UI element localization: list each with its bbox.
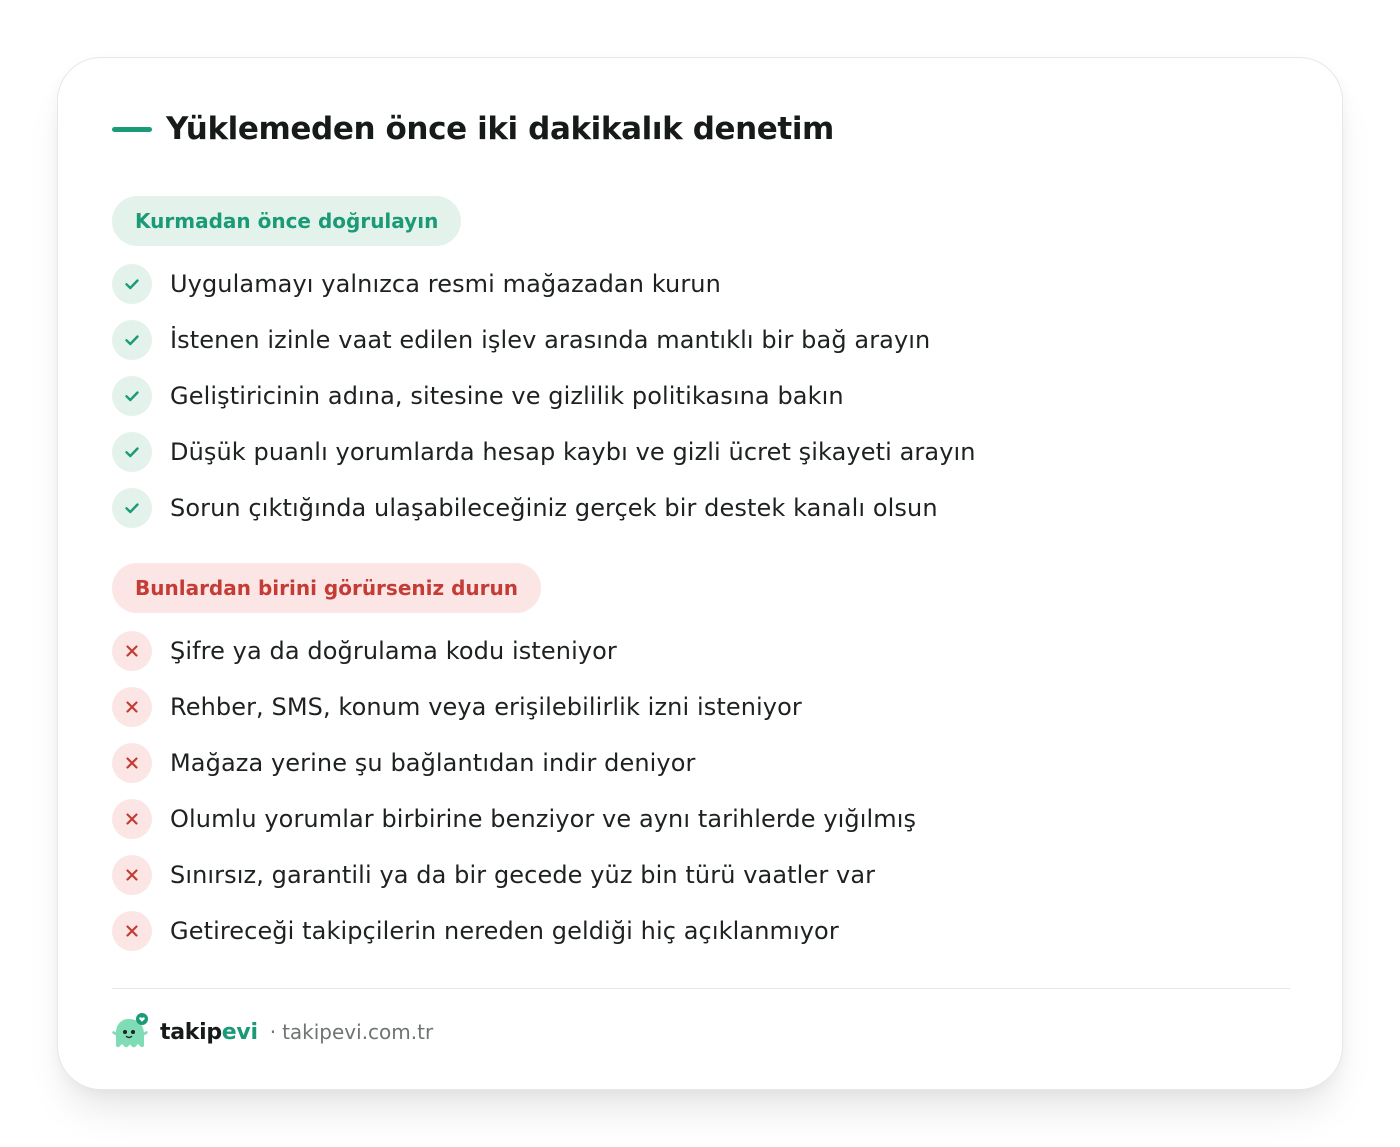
x-icon	[112, 911, 152, 951]
list-item-text: Sınırsız, garantili ya da bir gecede yüz bin türü vaatler var	[170, 861, 876, 889]
check-icon	[112, 488, 152, 528]
list-item	[112, 264, 976, 304]
footer	[112, 1010, 433, 1054]
list-item	[112, 687, 916, 727]
check-icon	[112, 320, 152, 360]
x-icon	[112, 799, 152, 839]
ghost-logo-icon	[112, 1012, 148, 1052]
verify-section-label: Kurmadan önce doğrulayın	[112, 196, 461, 246]
list-item	[112, 743, 916, 783]
stop-section-label: Bunlardan birini görürseniz durun	[112, 563, 541, 613]
footer-separator: ·	[269, 1020, 277, 1044]
page-title: Yüklemeden önce iki dakikalık denetim	[166, 111, 834, 147]
brand-name-main: takip	[160, 1019, 222, 1045]
checklist-card	[57, 57, 1343, 1090]
list-item	[112, 855, 916, 895]
title-row	[112, 108, 834, 150]
list-item-text: Düşük puanlı yorumlarda hesap kaybı ve gizli ücret şikayeti arayın	[170, 438, 976, 466]
list-item-text: Geliştiricinin adına, sitesine ve gizlilik politikasına bakın	[170, 382, 844, 410]
footer-url: takipevi.com.tr	[282, 1020, 434, 1044]
list-item	[112, 320, 976, 360]
brand-name-accent: evi	[221, 1019, 258, 1045]
list-item-text: Getireceği takipçilerin nereden geldiği hiç açıklanmıyor	[170, 917, 839, 945]
x-icon	[112, 855, 152, 895]
list-item-text: Rehber, SMS, konum veya erişilebilirlik izni isteniyor	[170, 693, 802, 721]
list-item	[112, 911, 916, 951]
check-icon	[112, 376, 152, 416]
list-item-text: Mağaza yerine şu bağlantıdan indir deniyor	[170, 749, 696, 777]
title-accent-dash	[112, 127, 152, 132]
list-item	[112, 631, 916, 671]
x-icon	[112, 687, 152, 727]
check-icon	[112, 432, 152, 472]
verify-list	[112, 264, 976, 544]
list-item-text: Sorun çıktığında ulaşabileceğiniz gerçek bir destek kanalı olsun	[170, 494, 938, 522]
list-item	[112, 432, 976, 472]
footer-divider	[112, 988, 1290, 989]
brand-name	[160, 1020, 258, 1045]
check-icon	[112, 264, 152, 304]
list-item-text: Uygulamayı yalnızca resmi mağazadan kurun	[170, 270, 721, 298]
list-item-text: İstenen izinle vaat edilen işlev arasında mantıklı bir bağ arayın	[170, 326, 931, 354]
list-item-text: Olumlu yorumlar birbirine benziyor ve aynı tarihlerde yığılmış	[170, 805, 917, 833]
list-item-text: Şifre ya da doğrulama kodu isteniyor	[170, 637, 617, 665]
x-icon	[112, 631, 152, 671]
list-item	[112, 376, 976, 416]
list-item	[112, 799, 916, 839]
list-item	[112, 488, 976, 528]
x-icon	[112, 743, 152, 783]
stop-list	[112, 631, 916, 967]
